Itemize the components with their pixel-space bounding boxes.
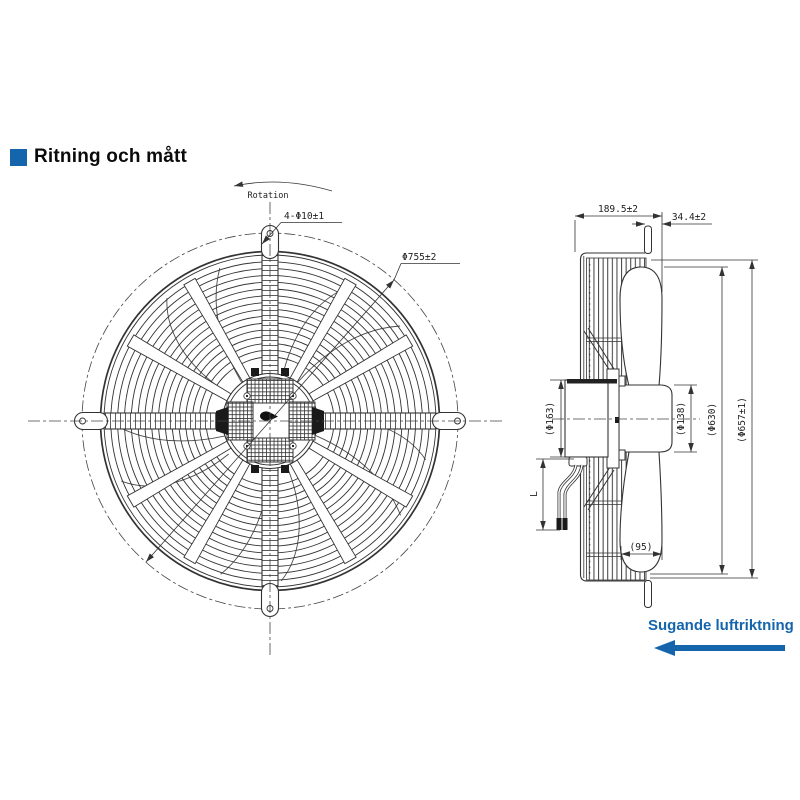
- motor-dia-label: (Φ163): [545, 401, 556, 437]
- guard-dia-dimension: [737, 260, 752, 578]
- rotor-hub: [619, 385, 672, 452]
- impeller-dia-label: (Φ630): [707, 402, 718, 438]
- flange-offset-label: 34.4±2: [671, 212, 707, 223]
- hub-dia-dimension: [674, 385, 697, 452]
- rotation-annotation: [234, 182, 332, 201]
- mounting-holes-label: 4-Φ10±1: [284, 211, 325, 222]
- airflow-direction-arrow-icon: [654, 640, 793, 656]
- cable-length-label: L: [529, 491, 540, 497]
- cable-gland: [569, 457, 587, 466]
- fan-side-view: [529, 204, 758, 608]
- bolt-circle-label: Φ755±2: [402, 252, 437, 263]
- depth-label: 189.5±2: [597, 204, 639, 215]
- airflow-note: [648, 617, 793, 656]
- impeller-dia-dimension: [707, 267, 722, 574]
- hub-width-label: (95): [629, 542, 653, 553]
- hub-dia-label: (Φ138): [676, 401, 687, 437]
- fan-front-view: [28, 182, 505, 658]
- motor-cables: [557, 465, 583, 530]
- flange-offset-dimension: [632, 212, 712, 224]
- airflow-label: Sugande luftriktning: [648, 617, 794, 634]
- rotation-label: Rotation: [247, 191, 289, 201]
- guard-dia-label: (Φ657±1): [737, 397, 748, 443]
- motor-dia-dimension: [545, 380, 567, 457]
- page-title: Ritning och mått: [34, 146, 188, 167]
